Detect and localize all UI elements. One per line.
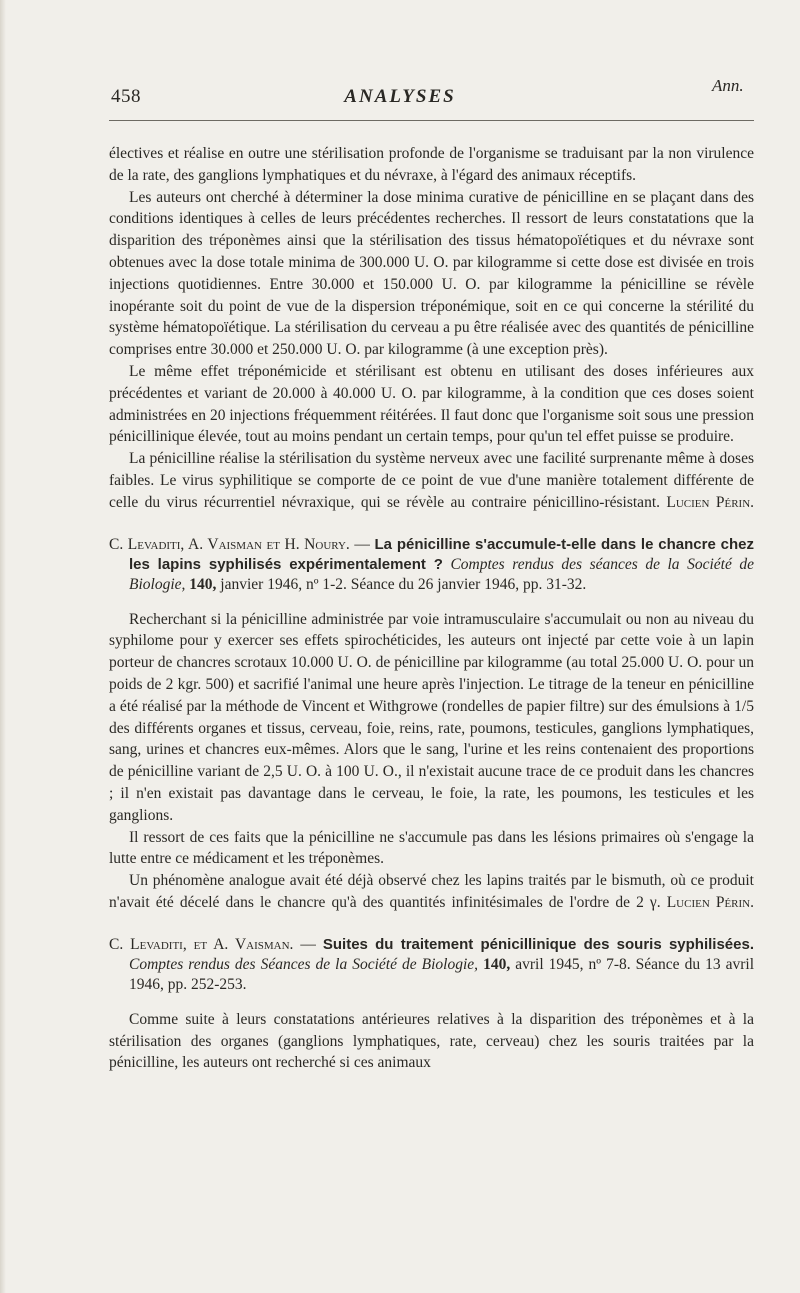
reference-dash: — bbox=[354, 535, 370, 553]
paragraph: Le même effet tréponémicide et stérilisant est obtenu en utilisant des doses inférieures aux précédentes et variant de 20.000 à 40.000 U. O. par kilogramme, à la condition que ces doses soient administrées en 20 injections fréquemment réitérées. Il faut donc que l'organisme soit sous une pression pénicillinique élevée, tout au moins pendant un certain temps, pour qu'un tel effet puisse se produire. bbox=[109, 362, 754, 446]
paragraph-with-signature bbox=[109, 870, 754, 914]
reference-dash: — bbox=[300, 935, 316, 953]
reference-entry bbox=[109, 935, 754, 995]
paragraph-with-signature bbox=[109, 448, 754, 513]
reference-authors: C. Levaditi, A. Vaisman et H. Noury. bbox=[109, 535, 350, 553]
reference-journal: Comptes rendus des Séances de la Société de Biologie, bbox=[129, 955, 479, 973]
page-edge-shadow bbox=[0, 0, 6, 1293]
reference-volume: 140, bbox=[483, 955, 511, 973]
signature: Lucien Périn. bbox=[666, 493, 755, 511]
reference-authors: C. Levaditi, et A. Vaisman. bbox=[109, 935, 294, 953]
corner-note: Ann. bbox=[712, 76, 744, 95]
paragraph: Les auteurs ont cherché à déterminer la dose minima curative de pénicilline en se plaçant dans des conditions identiques à celles de leurs précédentes recherches. Il ressort de leurs constatations que la disparition des tréponèmes ainsi que la stérilisation des tissus hématopoïétiques et du névraxe sont obtenues avec la dose totale minima de 300.000 U. O. par kilogramme si cette dose est divisée en trois injections quotidiennes. Entre 30.000 et 150.000 U. O. par kilogramme la pénicilline se révèle inopérante soit du point de vue de la dispersion tréponémique, soit en ce qui concerne la stérilité du système hématopoïétique. La stérilisation du cerveau a pu être réalisée avec des quantités de pénicilline comprises entre 30.000 et 250.000 U. O. par kilogramme (à une exception près). bbox=[109, 188, 754, 359]
reference-title: Suites du traitement pénicillinique des souris syphilisées. bbox=[322, 935, 755, 953]
reference-title: La pénicilline s'accumule-t-elle dans le chancre chez les lapins syphilisés expérimentalement ? bbox=[129, 535, 755, 573]
paragraph-text: Un phénomène analogue avait été déjà observé chez les lapins traités par le bismuth, où ce produit n'avait été décelé dans le chancre qu'à des quantités infinitésimales de l'ordre de 2 γ. bbox=[109, 872, 754, 911]
header-rule bbox=[109, 120, 754, 121]
paragraph: électives et réalise en outre une stérilisation profonde de l'organisme se traduisant par la non virulence de la rate, des ganglions lymphatiques et du névraxe, à l'égard des animaux réceptifs. bbox=[109, 145, 754, 184]
reference-details: janvier 1946, nº 1-2. Séance du 26 janvier 1946, pp. 31-32. bbox=[220, 575, 587, 593]
reference-volume: 140, bbox=[189, 575, 217, 593]
running-title: ANALYSES bbox=[344, 86, 456, 107]
paragraph: Recherchant si la pénicilline administrée par voie intramusculaire s'accumulait ou non au niveau du syphilome pour y exercer ses effets spirochéticides, les auteurs ont injecté par cette voie à un lapin porteur de chancres scrotaux 10.000 U. O. de pénicilline par kilogramme (au total 25.000 U. O. pour un poids de 2 kgr. 500) et sacrifié l'animal une heure après l'injection. Le titrage de la teneur en pénicilline a été réalisé par la méthode de Vincent et Withgrowe (rondelles de papier filtre) sur des émulsions à 1/5 des différents organes et tissus, cerveau, foie, reins, rate, poumons, testicules, ganglions lymphatiques, sang, urines et chancres eux-mêmes. Alors que le sang, l'urine et les reins contenaient des proportions de pénicilline variant de 2,5 U. O. à 100 U. O., il n'existait aucune trace de ce produit dans les chancres ; il n'en existait pas davantage dans le cerveau, le foie, la rate, les poumons, les testicules et les ganglions. bbox=[109, 610, 754, 824]
page-number: 458 bbox=[111, 86, 141, 107]
reference-entry bbox=[109, 535, 754, 595]
signature: Lucien Périn. bbox=[666, 893, 755, 911]
paragraph-text: La pénicilline réalise la stérilisation du système nerveux avec une facilité surprenante même à doses faibles. Le virus syphilitique se comporte de ce point de vue d'une manière totalement différente de celle du virus récurrentiel névraxique, qui se révèle au contraire pénicillino-résistant. bbox=[109, 450, 754, 511]
paragraph: Il ressort de ces faits que la pénicilline ne s'accumule pas dans les lésions primaires où s'engage la lutte entre ce médicament et les tréponèmes. bbox=[109, 828, 754, 868]
reference-journal: Comptes rendus des séances de la Société de Biologie, bbox=[129, 555, 754, 593]
reference-details: avril 1945, nº 7-8. Séance du 13 avril 1946, pp. 252-253. bbox=[129, 955, 755, 993]
page-body bbox=[109, 143, 754, 1074]
paragraph: Comme suite à leurs constatations antérieures relatives à la disparition des tréponèmes et à la stérilisation des organes (ganglions lymphatiques, rate, cerveau) chez les souris traitées par la pénicilline, les auteurs ont recherché si ces animaux bbox=[109, 1010, 754, 1072]
